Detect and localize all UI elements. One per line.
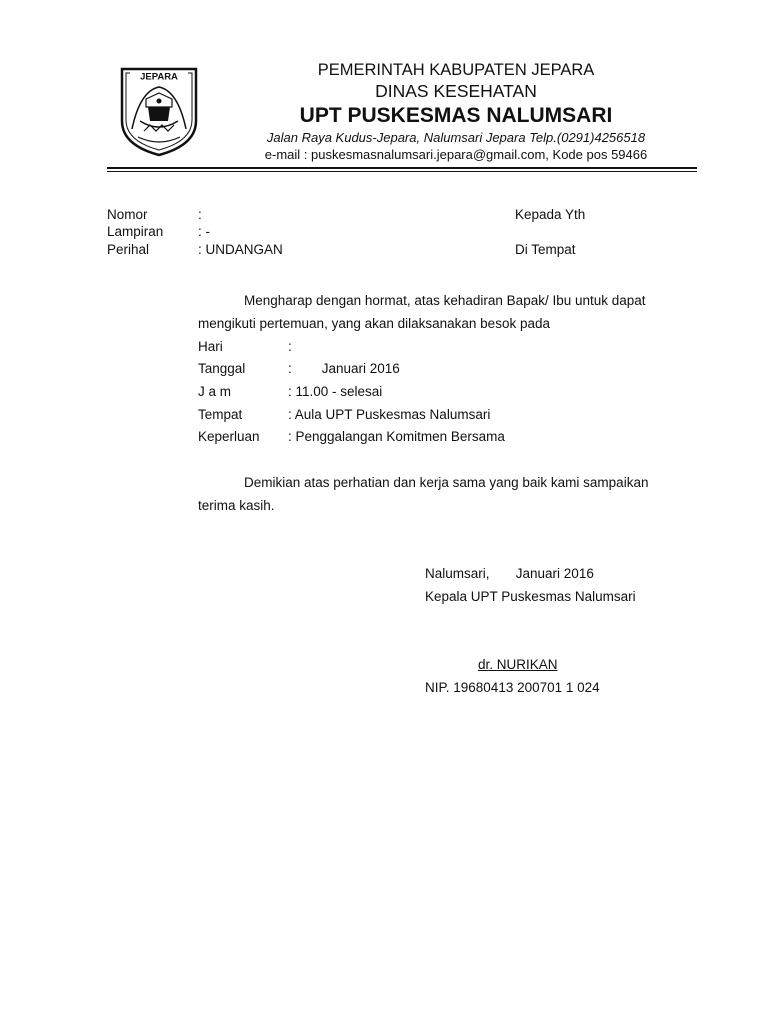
nomor-value: : — [198, 207, 202, 222]
detail-label: J a m — [198, 384, 232, 399]
contact-line: e-mail : puskesmasnalumsari.jepara@gmail.com, Kode pos 59466 — [264, 147, 648, 162]
recipient-line: Kepada Yth — [515, 207, 586, 222]
signatory-nip: NIP. 19680413 200701 1 024 — [425, 680, 600, 695]
perihal-label: Perihal — [107, 242, 150, 257]
closing-paragraph-line2: terima kasih. — [198, 498, 275, 513]
signatory-name: dr. NURIKAN — [478, 657, 558, 672]
lampiran-label: Lampiran — [107, 224, 164, 239]
detail-value: : Januari 2016 — [288, 361, 400, 376]
detail-label: Tanggal — [198, 361, 246, 376]
detail-label: Keperluan — [198, 429, 260, 444]
closing-paragraph-line1: Demikian atas perhatian dan kerja sama yang baik kami sampaikan — [244, 475, 649, 490]
opening-paragraph-line2: mengikuti pertemuan, yang akan dilaksanakan besok pada — [198, 316, 550, 331]
signature-place-date: Nalumsari, Januari 2016 — [425, 566, 594, 581]
address-line: Jalan Raya Kudus-Jepara, Nalumsari Jepara Telp.(0291)4256518 — [266, 130, 646, 145]
detail-value: : — [288, 339, 292, 354]
signature-position: Kepala UPT Puskesmas Nalumsari — [425, 589, 636, 604]
jepara-regency-emblem — [118, 63, 200, 157]
lampiran-value: : - — [198, 224, 210, 239]
detail-value: : Penggalangan Komitmen Bersama — [288, 429, 505, 444]
government-name: PEMERINTAH KABUPATEN JEPARA — [317, 61, 595, 79]
nomor-label: Nomor — [107, 207, 148, 222]
institution-name: UPT PUSKESMAS NALUMSARI — [299, 104, 613, 127]
opening-paragraph-line1: Mengharap dengan hormat, atas kehadiran Bapak/ Ibu untuk dapat — [244, 293, 646, 308]
perihal-value: : UNDANGAN — [198, 242, 283, 257]
emblem-label: JEPARA — [140, 71, 178, 83]
header-divider-thick — [107, 167, 697, 169]
detail-value: : 11.00 - selesai — [288, 384, 383, 399]
detail-value: : Aula UPT Puskesmas Nalumsari — [288, 407, 491, 422]
header-divider-thin — [107, 171, 697, 172]
department-name: DINAS KESEHATAN — [375, 81, 537, 101]
detail-label: Hari — [198, 339, 223, 354]
detail-label: Tempat — [198, 407, 243, 422]
recipient-place: Di Tempat — [515, 242, 576, 257]
